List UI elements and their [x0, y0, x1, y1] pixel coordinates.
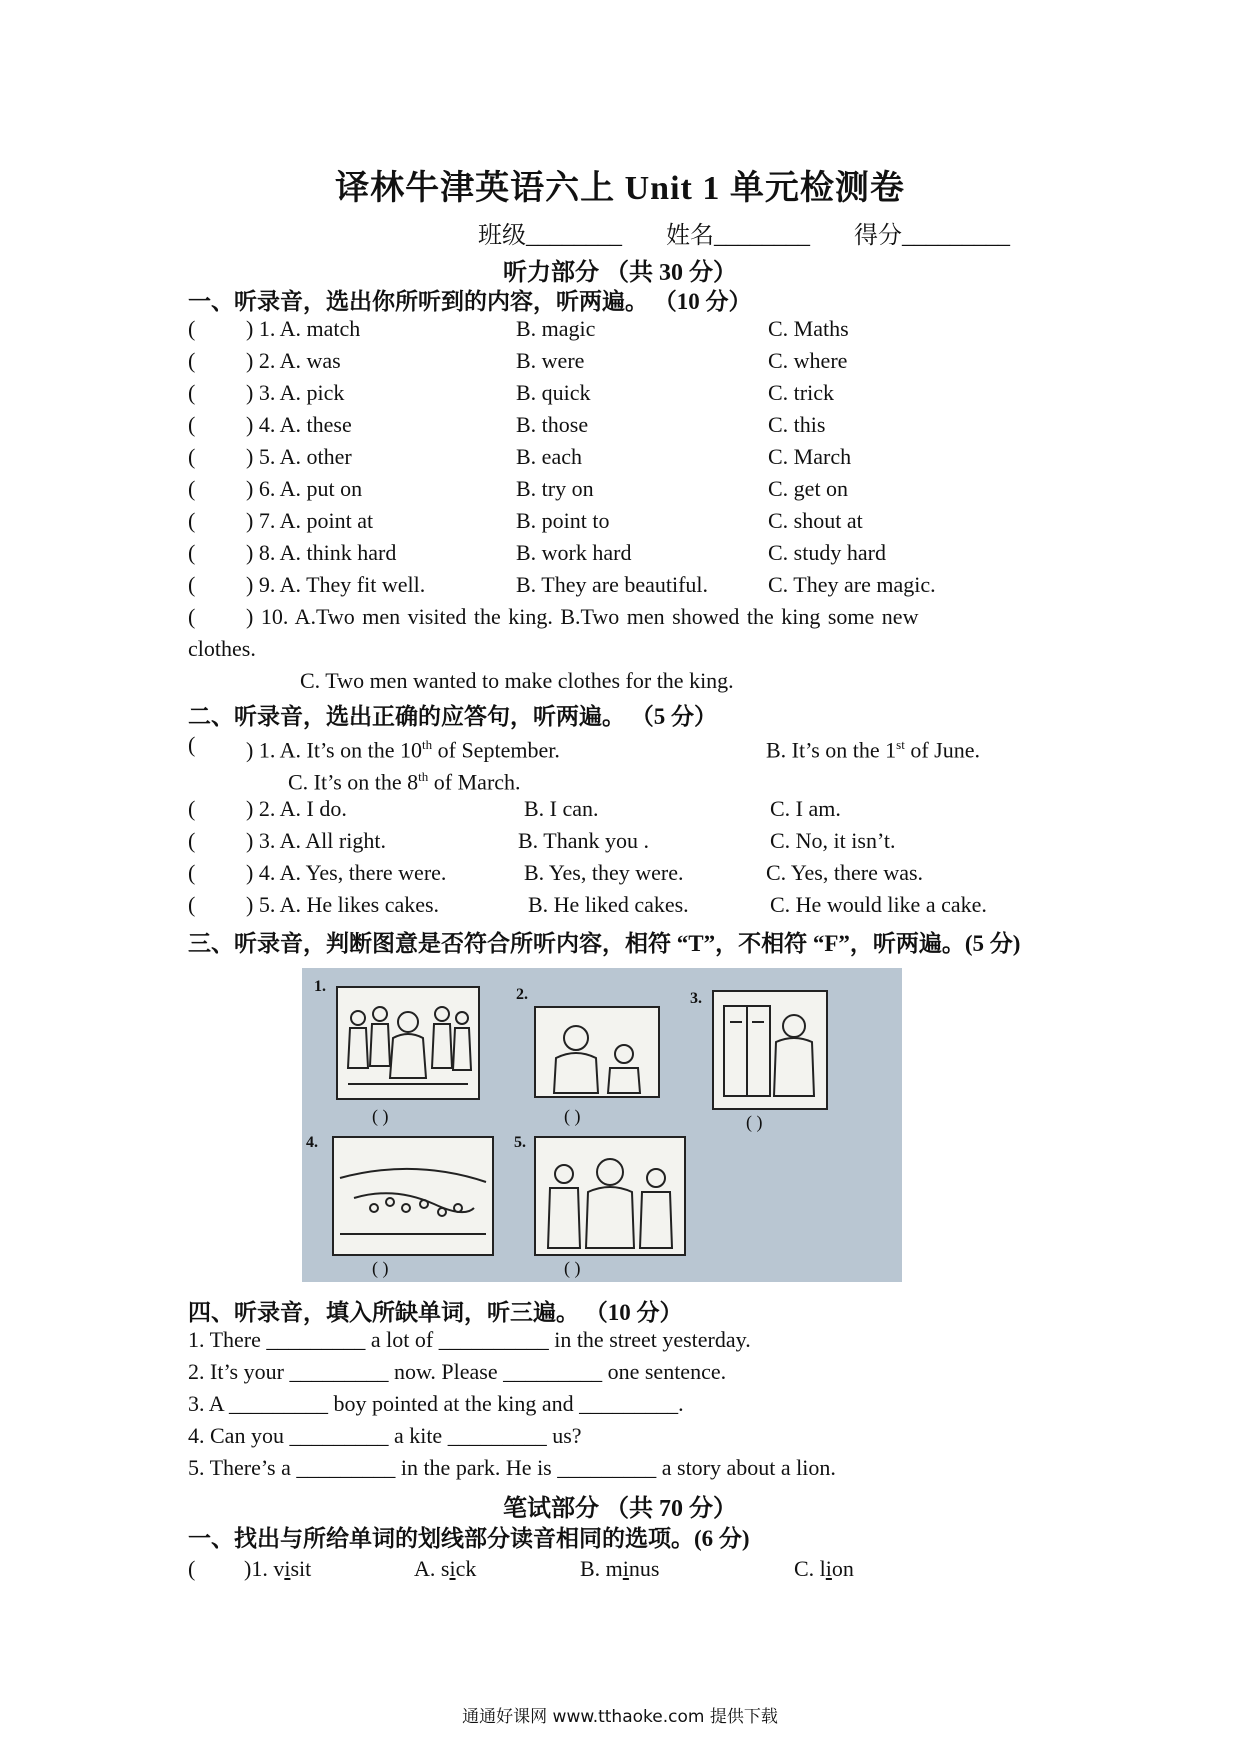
option-b: B. It’s on the 1st of June.	[766, 737, 980, 763]
option-b: B. point to	[516, 508, 610, 533]
question-10-option-c: C. Two men wanted to make clothes for the king.	[300, 668, 734, 693]
picture-number: 4.	[306, 1134, 318, 1151]
answer-paren: (	[188, 860, 196, 885]
listening-section-title: 听力部分 （共 30 分）	[503, 260, 737, 286]
option-b: B. work hard	[516, 540, 632, 565]
option-b: B. They are beautiful.	[516, 572, 709, 597]
option-a: ) 2. A. was	[246, 348, 341, 373]
king-with-men-illustration	[536, 1138, 684, 1254]
option-a: ) 9. A. They fit well.	[246, 572, 426, 597]
option-b: B. I can.	[524, 796, 599, 821]
option-a: ) 7. A. point at	[246, 508, 374, 533]
question-word: )1. visit	[244, 1556, 312, 1581]
answer-paren: (	[188, 572, 196, 597]
list-item	[188, 730, 1068, 763]
man-and-child-illustration	[536, 1008, 658, 1096]
option-b: B. Thank you .	[518, 828, 649, 853]
picture-5	[534, 1136, 686, 1256]
answer-paren: (	[188, 508, 196, 533]
option-c: C. get on	[768, 476, 849, 501]
question-10-continued: clothes.	[188, 636, 256, 661]
picture-number: 3.	[690, 990, 702, 1007]
answer-paren: (	[188, 796, 196, 821]
answer-paren: ( )	[372, 1258, 389, 1278]
answer-paren: (	[188, 604, 196, 629]
part1-heading: 一、听录音，选出你所听到的内容，听两遍。 （10 分）	[188, 289, 752, 314]
picture-2	[534, 1006, 660, 1098]
option-a: ) 3. A. pick	[246, 380, 345, 405]
part2-heading: 二、听录音，选出正确的应答句，听两遍。 （5 分）	[188, 704, 717, 729]
option-c: C. where	[768, 348, 848, 373]
answer-paren: (	[188, 316, 196, 341]
page-title: 译林牛津英语六上 Unit 1 单元检测卷	[335, 170, 905, 207]
picture-number: 2.	[516, 986, 528, 1003]
answer-paren: (	[188, 1556, 196, 1581]
fill-in-line-3: 3. A _________ boy pointed at the king and _________.	[188, 1391, 684, 1416]
option-c: C. Yes, there was.	[766, 860, 924, 885]
answer-paren: ( )	[746, 1112, 763, 1132]
name-field: 姓名________	[666, 223, 810, 249]
score-field: 得分_________	[854, 223, 1010, 249]
class-field: 班级________	[478, 223, 622, 249]
fill-in-line-1: 1. There _________ a lot of __________ in the street yesterday.	[188, 1327, 751, 1352]
king-at-wardrobe-illustration	[714, 992, 826, 1108]
answer-paren: ( )	[372, 1106, 389, 1126]
option-a: ) 5. A. He likes cakes.	[246, 892, 440, 917]
option-b: B. Yes, they were.	[524, 860, 684, 885]
judgement-pictures	[302, 968, 902, 1282]
picture-number: 1.	[314, 978, 326, 995]
picture-number: 5.	[514, 1134, 526, 1151]
answer-paren: (	[188, 412, 196, 437]
option-c: C. trick	[768, 380, 834, 405]
list-item	[188, 1554, 908, 1584]
picture-4	[332, 1136, 494, 1256]
option-b: B. each	[516, 444, 582, 469]
option-a: ) 1. A. It’s on the 10th of September.	[246, 737, 560, 763]
option-b: B. quick	[516, 380, 591, 405]
answer-paren: (	[188, 380, 196, 405]
option-c: C. this	[768, 412, 826, 437]
option-b: B. minus	[580, 1556, 660, 1581]
fill-in-line-4: 4. Can you _________ a kite _________ us?	[188, 1423, 582, 1448]
option-c: C. study hard	[768, 540, 886, 565]
answer-paren: (	[188, 540, 196, 565]
answer-paren: (	[188, 892, 196, 917]
option-c: C. It’s on the 8th of March.	[288, 769, 521, 795]
option-b: B. try on	[516, 476, 594, 501]
writing-section-title: 笔试部分 （共 70 分）	[503, 1496, 737, 1522]
option-b: B. were	[516, 348, 585, 373]
answer-paren: (	[188, 476, 196, 501]
option-a: ) 1. A. match	[246, 316, 361, 341]
answer-paren: (	[188, 444, 196, 469]
fill-in-line-2: 2. It’s your _________ now. Please _________ one sentence.	[188, 1359, 727, 1384]
student-info	[478, 215, 1010, 250]
option-a: ) 5. A. other	[246, 444, 352, 469]
answer-paren: (	[188, 348, 196, 373]
option-b: B. magic	[516, 316, 596, 341]
crowd-watching-king-illustration	[338, 988, 478, 1098]
option-c: C. March	[768, 444, 852, 469]
option-a: ) 6. A. put on	[246, 476, 363, 501]
option-a: ) 3. A. All right.	[246, 828, 386, 853]
answer-paren: ( )	[564, 1258, 581, 1278]
option-a: A. sick	[414, 1556, 477, 1581]
option-c: C. lion	[794, 1556, 854, 1581]
option-a: ) 4. A. Yes, there were.	[246, 860, 447, 885]
picture-1	[336, 986, 480, 1100]
option-a: ) 2. A. I do.	[246, 796, 347, 821]
fill-in-line-5: 5. There’s a _________ in the park. He is _________ a story about a lion.	[188, 1455, 836, 1480]
option-c: C. They are magic.	[768, 572, 936, 597]
option-c: C. I am.	[770, 796, 841, 821]
option-a: ) 4. A. these	[246, 412, 352, 437]
part4-heading: 四、听录音，填入所缺单词，听三遍。 （10 分）	[188, 1300, 683, 1325]
question-10-text: ) 10. A.Two men visited the king. B.Two men showed the king some new	[246, 604, 919, 629]
option-c: C. Maths	[768, 316, 849, 341]
footer-credit: 通通好课网 www.tthaoke.com 提供下载	[462, 1707, 778, 1727]
option-c: C. No, it isn’t.	[770, 828, 896, 853]
option-c: C. shout at	[768, 508, 863, 533]
parade-street-illustration	[334, 1138, 492, 1254]
answer-paren: (	[188, 732, 196, 757]
option-b: B. He liked cakes.	[528, 892, 689, 917]
part3-heading: 三、听录音，判断图意是否符合所听内容，相符 “T”，不相符 “F”，听两遍。(5 分)	[188, 931, 1021, 956]
answer-paren: (	[188, 828, 196, 853]
option-a: ) 8. A. think hard	[246, 540, 397, 565]
written-part1-heading: 一、找出与所给单词的划线部分读音相同的选项。(6 分)	[188, 1526, 750, 1551]
answer-paren: ( )	[564, 1106, 581, 1126]
option-c: C. He would like a cake.	[770, 892, 987, 917]
option-b: B. those	[516, 412, 589, 437]
picture-3	[712, 990, 828, 1110]
